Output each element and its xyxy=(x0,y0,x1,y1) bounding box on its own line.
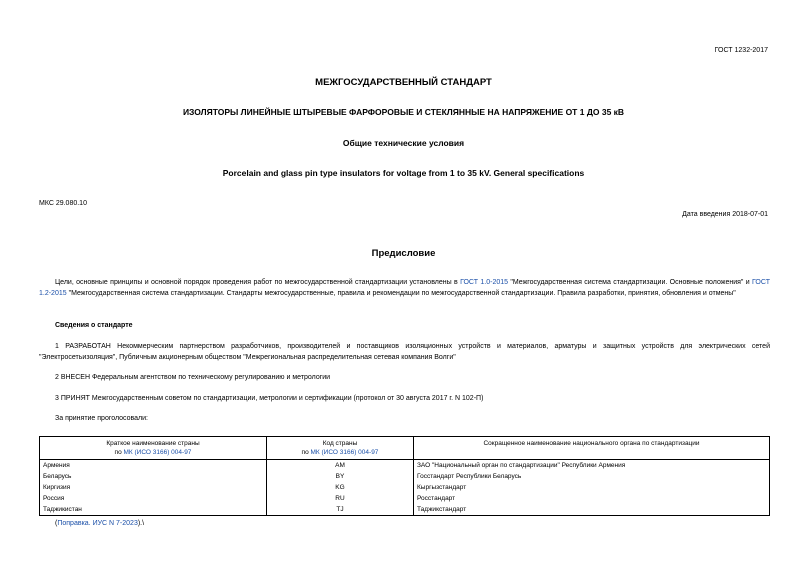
standards-body-cell: Таджикстандарт xyxy=(414,504,770,516)
voted-label: За принятие проголосовали: xyxy=(55,415,148,422)
developed-by-paragraph: 1 РАЗРАБОТАН Некоммерческим партнерством разработчиков, производителей и поставщиков изоляционных устройств и материалов, арматуры и защитных устройств для электрических сетей "Электросетьизоляция", Публичным акционерным обществом "Межрегиональная распределительная сетевая компания Волги" xyxy=(39,343,770,361)
column-header-code xyxy=(267,437,414,460)
code-cell: KG xyxy=(267,482,414,493)
standard-info-heading: Сведения о стандарте xyxy=(55,322,133,329)
document-title-ru: ИЗОЛЯТОРЫ ЛИНЕЙНЫЕ ШТЫРЕВЫЕ ФАРФОРОВЫЕ И СТЕКЛЯННЫЕ НА НАПРЯЖЕНИЕ ОТ 1 ДО 35 кВ xyxy=(182,107,625,117)
standards-body-cell: Росстандарт xyxy=(414,493,770,504)
mk-iso-link[interactable]: МК (ИСО 3166) 004-97 xyxy=(123,449,192,456)
standards-body-cell: Кыргызстандарт xyxy=(414,482,770,493)
column-header-country-line2 xyxy=(43,448,263,457)
table-row xyxy=(40,482,770,493)
mk-iso-link[interactable]: МК (ИСО 3166) 004-97 xyxy=(310,449,379,456)
mks-code: МКС 29.080.10 xyxy=(39,200,87,207)
code-cell: RU xyxy=(267,493,414,504)
amendment-note xyxy=(55,520,144,527)
table-row xyxy=(40,460,770,472)
standards-body-cell: ЗАО "Национальный орган по стандартизации" Республики Армения xyxy=(414,460,770,472)
standard-type-heading: МЕЖГОСУДАРСТВЕННЫЙ СТАНДАРТ xyxy=(315,77,492,88)
column-header-standards-body: Сокращенное наименование национального органа по стандартизации xyxy=(414,437,770,460)
document-title-en: Porcelain and glass pin type insulators for voltage from 1 to 35 kV. General specifications xyxy=(222,168,585,178)
preface-text-c: "Межгосударственная система стандартизации. Стандарты межгосударственные, правила и рекомендации по межгосударственной стандартизации. Правила разработки, принятия, обновления и отмены" xyxy=(66,289,736,297)
column-header-code-line2 xyxy=(270,448,410,457)
introduced-by-paragraph: 2 ВНЕСЕН Федеральным агентством по техническому регулированию и метрологии xyxy=(55,374,331,381)
amendment-open: ( xyxy=(55,520,58,527)
column-header-code-line1: Код страны xyxy=(322,440,358,447)
code-cell: BY xyxy=(267,471,414,482)
table-header-row xyxy=(40,437,770,460)
document-code: ГОСТ 1232-2017 xyxy=(714,47,768,54)
country-cell: Россия xyxy=(40,493,267,504)
code-cell: AM xyxy=(267,460,414,472)
column-header-country xyxy=(40,437,267,460)
table-row xyxy=(40,471,770,482)
standards-body-cell: Госстандарт Республики Беларусь xyxy=(414,471,770,482)
voting-states-table xyxy=(39,436,770,516)
country-cell: Таджикистан xyxy=(40,504,267,516)
amendment-link[interactable]: Поправка. ИУС N 7-2023 xyxy=(57,520,138,527)
country-cell: Армения xyxy=(40,460,267,472)
preface-paragraph xyxy=(39,278,770,299)
adopted-by-paragraph: 3 ПРИНЯТ Межгосударственным советом по стандартизации, метрологии и сертификации (протокол от 30 августа 2017 г. N 102-П) xyxy=(55,395,484,402)
header-prefix: по xyxy=(301,449,311,456)
column-header-country-line1: Краткое наименование страны xyxy=(106,440,200,447)
preface-text-b: "Межгосударственная система стандартизации. Основные положения" и xyxy=(508,279,753,286)
gost-1-0-link[interactable]: ГОСТ 1.0-2015 xyxy=(460,279,509,286)
table-row xyxy=(40,493,770,504)
header-prefix: по xyxy=(114,449,124,456)
amendment-close: ).\ xyxy=(137,520,145,527)
preface-heading: Предисловие xyxy=(371,248,436,259)
country-cell: Киргизия xyxy=(40,482,267,493)
intro-date: Дата введения 2018-07-01 xyxy=(682,211,768,218)
preface-text-a: Цели, основные принципы и основной порядок проведения работ по межгосударственной стандартизации установлены в xyxy=(55,279,461,286)
document-subtitle: Общие технические условия xyxy=(342,138,465,148)
table-row xyxy=(40,504,770,516)
code-cell: TJ xyxy=(267,504,414,516)
gost-1-2-link[interactable]: ГОСТ 1.2-2015 xyxy=(39,279,770,297)
country-cell: Беларусь xyxy=(40,471,267,482)
